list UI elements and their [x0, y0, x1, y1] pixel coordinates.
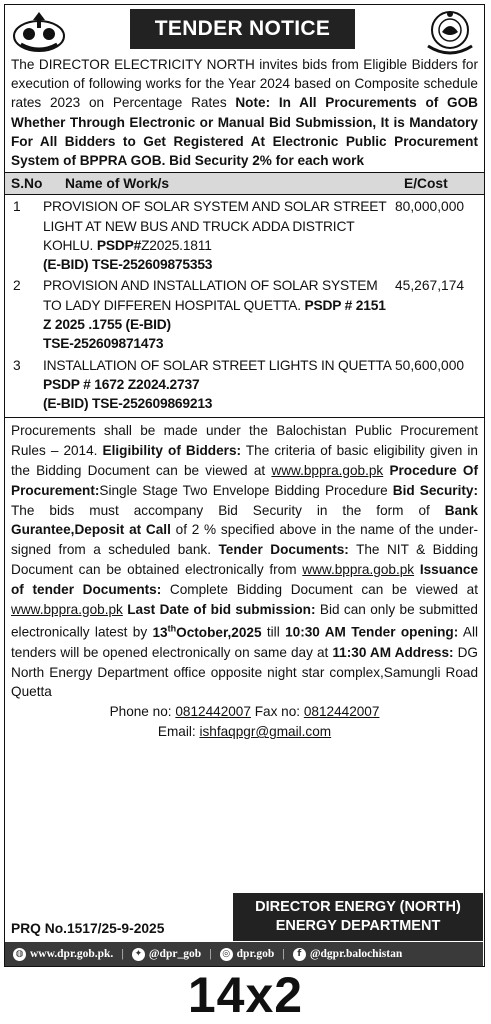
terms-paragraph: Procurements shall be made under the Balochistan Public Procurement Rules – 2014. Eligibility of Bidders: The criteria of basic eligibility given in the Bidding Document can be viewed at www.bppra.gob.pk Procedure Of Procurement:Single Stage Two Envelope Bidding Procedure Bid Security: The bids must accompany Bid Security in the form of Bank Gurantee,Deposit at Call of 2 % specified above in the name of the under-signed from a scheduled bank. Tender Documents: The NIT & Bidding Document can be obtained electronically from www.bppra.gob.pk Issuance of tender Documents: Complete Bidding Document can be viewed at www.bppra.gob.pk Last Date of bid submission: Bid can only be submitted electronically latest by 13thOctober,2025 till 10:30 AM Tender opening: All tenders will be opened electronically on same day at 11:30 AM Address: DG North Energy Department office opposite night star complex,Samungli Road Quetta	[11, 423, 479, 700]
row-cost: 50,600,000	[395, 357, 465, 373]
intro-paragraph	[5, 55, 484, 170]
intro-note: Note: In All Procurements of GOB Whether Through Electronic or Manual Bid Submission, It is Mandatory For All Bidders to Get Registered At Electronic Public Procurement System of BPPRA GOB. Bid Security 2% for each work	[11, 95, 478, 169]
works-table	[5, 172, 484, 418]
fax-number[interactable]: 0812442007	[303, 704, 380, 720]
email-line: Email: ishfaqpgr@gmail.com	[157, 724, 332, 740]
row-name: PROVISION AND INSTALLATION OF SOLAR SYSTEM TO LADY DIFFEREN HOSPITAL QUETTA. PSDP # 2151 Z 2025 .1755 (E-BID) TSE-252609871473	[43, 278, 386, 352]
tender-notice	[4, 4, 485, 967]
intro-text: The DIRECTOR ELECTRICITY NORTH invites bids from Eligible Bidders for execution of following works for the Year 2024 based on Composite schedule rates 2023 on Percentage Rates	[11, 57, 478, 111]
row-cost: 45,267,174	[395, 278, 465, 294]
instagram-item[interactable]: ◎ dpr.gob	[220, 948, 275, 961]
globe-icon: ◍	[13, 948, 26, 961]
row-sno: 1	[13, 199, 21, 215]
bppra-link[interactable]: www.bppra.gob.pk	[302, 562, 415, 578]
facebook-icon: f	[293, 948, 306, 961]
phone-number[interactable]: 0812442007	[175, 704, 251, 720]
header-name: Name of Work/s	[65, 176, 170, 192]
email-link[interactable]: ishfaqpgr@gmail.com	[199, 724, 332, 740]
social-bar: ◍ www.dpr.gob.pk. | ✦ @dpr_gob | ◎ dpr.gob | f @dgpr.balochistan	[5, 942, 483, 966]
phone-fax-line: Phone no: 0812442007 Fax no: 0812442007	[109, 704, 380, 720]
instagram-icon: ◎	[220, 948, 233, 961]
bppra-link[interactable]: www.bppra.gob.pk	[11, 601, 123, 617]
table-body	[5, 195, 484, 418]
page-title: TENDER NOTICE	[130, 9, 355, 49]
twitter-icon: ✦	[132, 948, 145, 961]
row-sno: 2	[13, 278, 21, 294]
row-cost: 80,000,000	[395, 199, 465, 215]
ad-size-mark: 14x2	[187, 967, 304, 1023]
web-item[interactable]: ◍ www.dpr.gob.pk.	[13, 948, 113, 961]
notice-footer	[5, 893, 483, 943]
table-row	[5, 354, 484, 414]
row-ebid: TSE-252609871473	[43, 336, 164, 352]
facebook-item[interactable]: f @dgpr.balochistan	[293, 948, 402, 961]
header-sno: S.No	[11, 176, 43, 192]
table-row	[5, 195, 484, 274]
signature-block: DIRECTOR ENERGY (NORTH) ENERGY DEPARTMENT	[233, 893, 483, 941]
row-ebid: (E-BID) TSE-252609869213	[43, 396, 213, 412]
header-cost: E/Cost	[404, 176, 448, 192]
row-sno: 3	[13, 357, 21, 373]
table-row	[5, 274, 484, 353]
twitter-item[interactable]: ✦ @dpr_gob	[132, 948, 201, 961]
notice-header	[5, 5, 484, 57]
dpr-logo-icon	[11, 10, 67, 54]
row-name: PROVISION OF SOLAR SYSTEM AND SOLAR STREET LIGHT AT NEW BUS AND TRUCK ADDA DISTRICT KOHLU. PSDP#Z2025.1811 (E-BID) TSE-252609875353	[43, 199, 387, 273]
row-name: INSTALLATION OF SOLAR STREET LIGHTS IN QUETTA PSDP # 1672 Z2024.2737 (E-BID) TSE-252609869213	[43, 357, 391, 412]
balochistan-emblem-icon	[424, 8, 476, 56]
table-header	[5, 173, 484, 195]
row-ebid: (E-BID) TSE-252609875353	[43, 257, 213, 273]
bppra-link[interactable]: www.bppra.gob.pk	[271, 463, 384, 479]
prq-number: PRQ No.1517/25-9-2025	[11, 921, 165, 936]
